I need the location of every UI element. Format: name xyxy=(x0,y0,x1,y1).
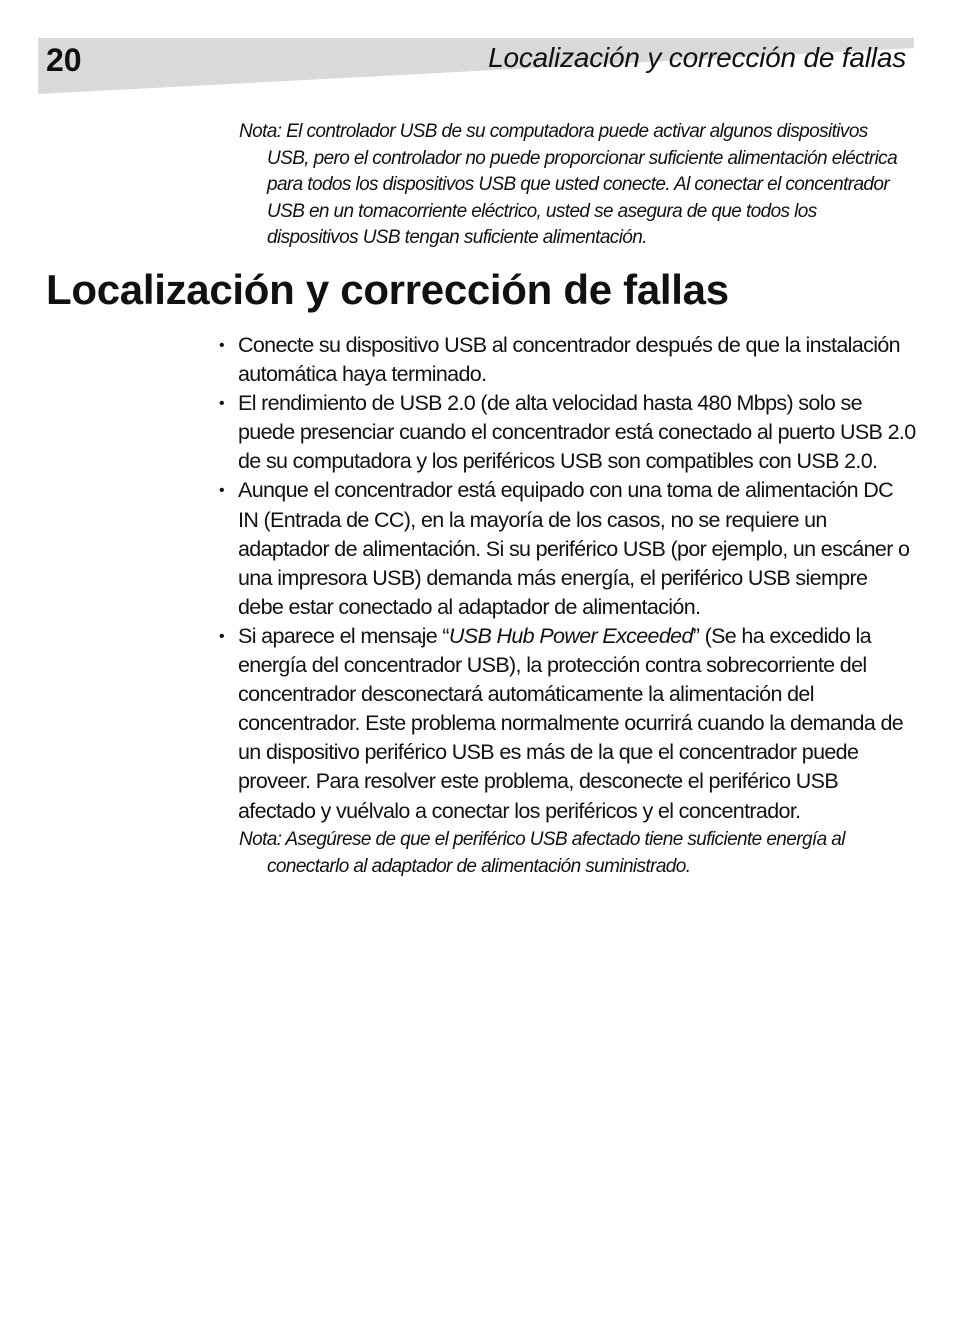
list-item-text: Conecte su dispositivo USB al concentrador después de que la instalación automática haya terminado. xyxy=(238,333,900,387)
error-message-text: USB Hub Power Exceeded xyxy=(448,623,693,648)
list-item xyxy=(216,476,916,621)
list-item xyxy=(216,331,916,389)
list-item-text-after: ” (Se ha excedido la energía del concentrador USB), la protección contra sobrecorriente del concentrador desconectará automáticamente la alimentación del concentrador. Este problema normalmente ocurrirá cuando la demanda de un dispositivo periférico USB es más de la que el concentrador puede proveer. Para resolver este problema, desconecte el periférico USB afectado y vuélvalo a conectar los periféricos y el concentrador. xyxy=(238,623,904,823)
section-title: Localización y corrección de fallas xyxy=(46,266,729,313)
list-item xyxy=(216,622,916,826)
list-item-text-before: Si aparece el mensaje “ xyxy=(238,623,449,648)
bullet-icon: • xyxy=(219,482,224,500)
list-item-text: Aunque el concentrador está equipado con una toma de alimentación DC IN (Entrada de CC), en la mayoría de los casos, no se requiere un adaptador de alimentación. Si su periférico USB (por ejemplo, un escáner o una impresora USB) demanda más energía, el periférico USB siempre debe estar conectado al adaptador de alimentación. xyxy=(238,478,910,619)
note-power-adapter: Nota: Asegúrese de que el periférico USB afectado tiene suficiente energía al conectarlo al adaptador de alimentación suministrado. xyxy=(239,829,845,877)
troubleshooting-list xyxy=(216,331,916,826)
list-item xyxy=(216,389,916,476)
page-number: 20 xyxy=(46,42,82,78)
list-item-text: El rendimiento de USB 2.0 (de alta velocidad hasta 480 Mbps) solo se puede presenciar cuando el concentrador está conectado al puerto USB 2.0 de su computadora y los periféricos USB son compatibles con USB 2.0. xyxy=(238,391,916,474)
bullet-icon: • xyxy=(219,627,224,645)
note-usb-power: Nota: El controlador USB de su computadora puede activar algunos dispositivos USB, pero el controlador no puede proporcionar suficiente alimentación eléctrica para todos los dispositivos USB que usted conecte. Al conectar el concentrador USB en un tomacorriente eléctrico, usted se asegura de que todos los dispositivos USB tengan suficiente alimentación. xyxy=(239,121,898,248)
bullet-icon: • xyxy=(219,337,224,354)
running-header: Localización y corrección de fallas xyxy=(488,42,906,73)
bullet-icon: • xyxy=(219,395,224,413)
